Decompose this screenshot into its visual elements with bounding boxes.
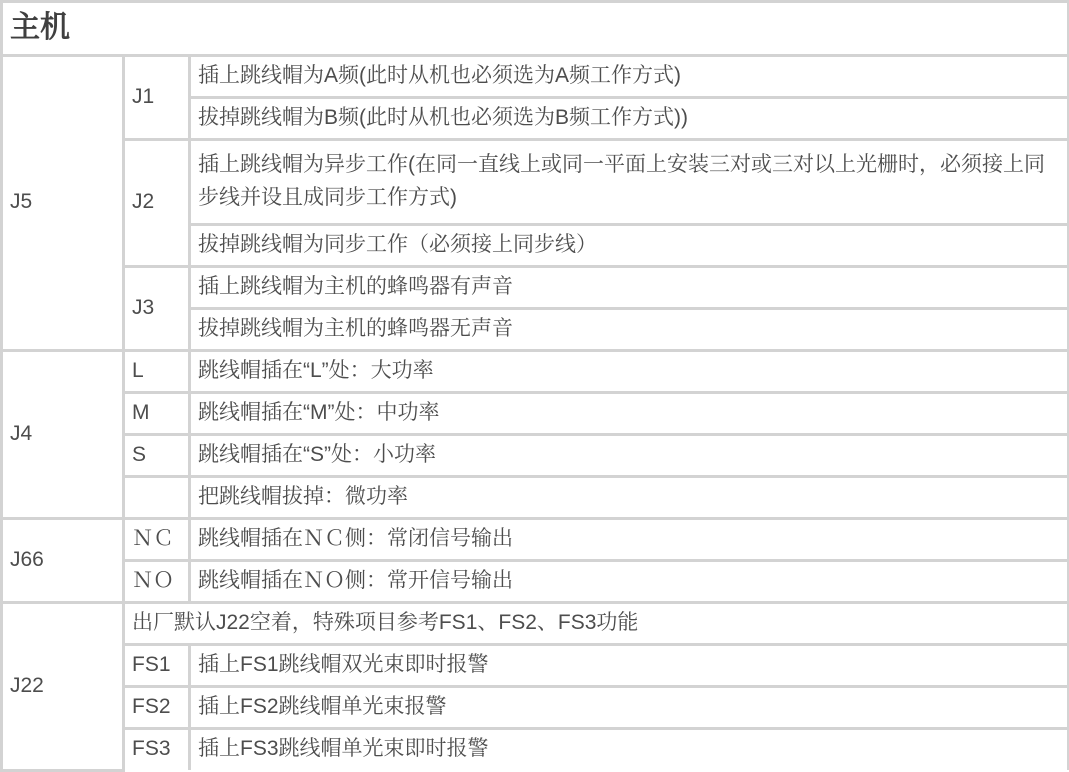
group-cell-j5: J5 xyxy=(2,55,124,350)
desc-cell: 跳线帽插在“S”处：小功率 xyxy=(190,434,1068,476)
table-row xyxy=(2,434,1068,476)
table-row-header xyxy=(2,2,1068,56)
desc-cell: 跳线帽插在“L”处：大功率 xyxy=(190,350,1068,392)
table-row xyxy=(2,686,1068,728)
desc-cell: 插上跳线帽为主机的蜂鸣器有声音 xyxy=(190,266,1068,308)
table-title: 主机 xyxy=(2,2,1068,56)
table-row xyxy=(2,476,1068,518)
table-row xyxy=(2,350,1068,392)
desc-cell: 跳线帽插在“M”处：中功率 xyxy=(190,392,1068,434)
jumper-cell-no: ＮＯ xyxy=(124,560,190,602)
table-row xyxy=(2,518,1068,560)
table-row xyxy=(2,560,1068,602)
jumper-cell-nc: ＮＣ xyxy=(124,518,190,560)
jumper-cell-empty xyxy=(124,476,190,518)
desc-cell-j22-default: 出厂默认J22空着，特殊项目参考FS1、FS2、FS3功能 xyxy=(124,602,1068,644)
desc-cell: 拔掉跳线帽为B频(此时从机也必须选为B频工作方式)) xyxy=(190,97,1068,139)
jumper-cell-j2: J2 xyxy=(124,139,190,266)
table-row xyxy=(2,266,1068,308)
group-cell-j4: J4 xyxy=(2,350,124,518)
table-row xyxy=(2,728,1068,770)
group-cell-j22: J22 xyxy=(2,602,124,770)
desc-cell: 插上跳线帽为A频(此时从机也必须选为A频工作方式) xyxy=(190,55,1068,97)
jumper-cell-fs2: FS2 xyxy=(124,686,190,728)
jumper-cell-j3: J3 xyxy=(124,266,190,350)
desc-cell: 拔掉跳线帽为同步工作（必须接上同步线） xyxy=(190,224,1068,266)
desc-cell: 拔掉跳线帽为主机的蜂鸣器无声音 xyxy=(190,308,1068,350)
desc-cell: 插上跳线帽为异步工作(在同一直线上或同一平面上安装三对或三对以上光栅时，必须接上同步线并设且成同步工作方式) xyxy=(190,139,1068,224)
desc-cell: 插上FS1跳线帽双光束即时报警 xyxy=(190,644,1068,686)
table-row xyxy=(2,139,1068,224)
desc-cell: 插上FS2跳线帽单光束报警 xyxy=(190,686,1068,728)
jumper-cell-fs3: FS3 xyxy=(124,728,190,770)
jumper-cell-m: M xyxy=(124,392,190,434)
jumper-cell-j1: J1 xyxy=(124,55,190,139)
jumper-cell-l: L xyxy=(124,350,190,392)
jumper-cell-fs1: FS1 xyxy=(124,644,190,686)
table-row xyxy=(2,602,1068,644)
desc-cell: 插上FS3跳线帽单光束即时报警 xyxy=(190,728,1068,770)
desc-cell: 跳线帽插在ＮＣ侧：常闭信号输出 xyxy=(190,518,1068,560)
table-row xyxy=(2,55,1068,97)
table-row xyxy=(2,644,1068,686)
table-row xyxy=(2,392,1068,434)
desc-cell: 跳线帽插在ＮＯ侧：常开信号输出 xyxy=(190,560,1068,602)
jumper-cell-s: S xyxy=(124,434,190,476)
desc-cell: 把跳线帽拔掉：微功率 xyxy=(190,476,1068,518)
group-cell-j66: J66 xyxy=(2,518,124,602)
